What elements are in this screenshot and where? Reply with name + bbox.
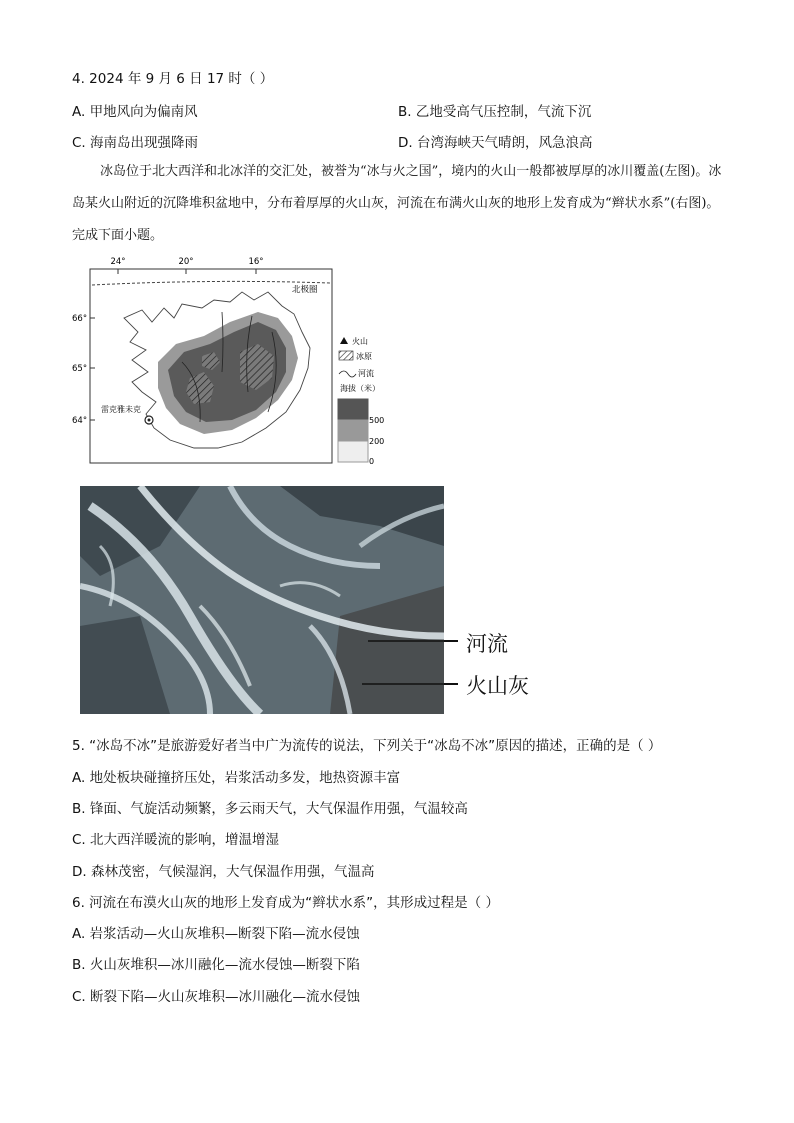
q6-option-c: C. 断裂下陷—火山灰堆积—冰川融化—流水侵蚀 [72, 989, 361, 1005]
legend-river: 河流 [358, 369, 374, 378]
legend-icefield: 冰原 [356, 352, 372, 361]
q6-option-a: A. 岩浆活动—火山灰堆积—断裂下陷—流水侵蚀 [72, 926, 360, 942]
elev-swatch-mid [338, 420, 368, 441]
lat-label: 64° [72, 416, 88, 426]
q5-option-d: D. 森林茂密，气候湿润，大气保温作用强，气温高 [72, 864, 375, 880]
arctic-circle-label: 北极圈 [292, 285, 318, 295]
legend-elev-title: 海拔（米） [340, 384, 380, 393]
q5-option-b: B. 锋面、气旋活动频繁，多云雨天气，大气保温作用强，气温较高 [72, 801, 468, 817]
lon-label: 24° [110, 257, 126, 267]
q4-option-c: C. 海南岛出现强降雨 [72, 135, 199, 151]
volcano-icon [340, 337, 348, 344]
q4-option-b: B. 乙地受高气压控制，气流下沉 [398, 104, 592, 120]
lon-label: 16° [248, 257, 264, 267]
lat-label: 65° [72, 364, 88, 374]
photo-label-river: 河流 [466, 632, 508, 656]
q5-option-c: C. 北大西洋暖流的影响，增温增湿 [72, 832, 280, 848]
pointer-line [444, 640, 458, 642]
q6-stem: 6. 河流在布漠火山灰的地形上发育成为“辫状水系”，其形成过程是（ ） [72, 895, 499, 911]
braided-river-svg [80, 486, 444, 714]
pointer-line [444, 683, 458, 685]
passage: 冰岛位于北大西洋和北冰洋的交汇处，被誉为“冰与火之国”，境内的火山一般都被厚厚的冰川覆盖(左图)。冰岛某火山附近的沉降堆积盆地中，分布着厚厚的火山灰，河流在布满火山灰的地形上发育成为“辫状水系”(右图)。完成下面小题。 [72, 164, 722, 243]
elev-level: 0 [369, 457, 375, 466]
braided-river-photo [80, 486, 444, 714]
iceland-map [72, 252, 402, 472]
city-label: 雷克雅未克 [101, 405, 141, 414]
photo-label-ash: 火山灰 [466, 674, 529, 698]
lon-label: 20° [178, 257, 194, 267]
q5-option-a: A. 地处板块碰撞挤压处，岩浆活动多发，地热资源丰富 [72, 770, 401, 786]
q5-stem: 5. “冰岛不冰”是旅游爱好者当中广为流传的说法，下列关于“冰岛不冰”原因的描述，正确的是（ ） [72, 738, 662, 754]
q4-option-d: D. 台湾海峡天气晴朗，风急浪高 [398, 135, 593, 151]
icefield-icon [339, 351, 353, 360]
iceland-map-svg [72, 252, 402, 472]
river-icon [339, 371, 356, 377]
q6-option-b: B. 火山灰堆积—冰川融化—流水侵蚀—断裂下陷 [72, 957, 360, 973]
lat-label: 66° [72, 314, 88, 324]
q4-stem: 4. 2024 年 9 月 6 日 17 时（ ） [72, 71, 274, 87]
elev-swatch-low [338, 441, 368, 462]
elev-level: 500 [369, 416, 385, 425]
elev-level: 200 [369, 437, 385, 446]
elev-swatch-high [338, 399, 368, 420]
q4-option-a: A. 甲地风向为偏南风 [72, 104, 198, 120]
legend-volcano: 火山 [352, 337, 368, 346]
